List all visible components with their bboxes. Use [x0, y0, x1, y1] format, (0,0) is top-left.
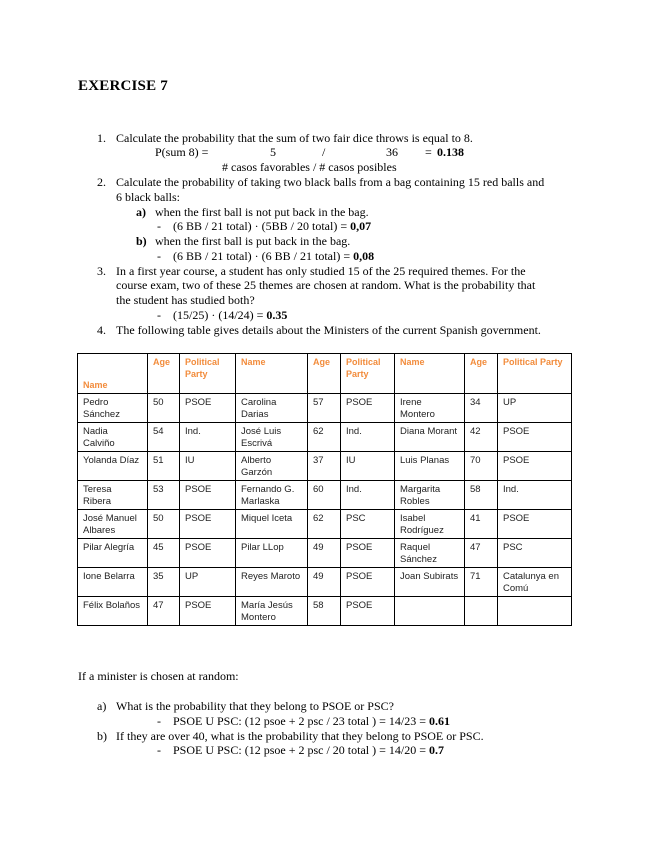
- q3-result: 0.35: [266, 308, 288, 322]
- question-1-text: Calculate the probability that the sum of two fair dice throws is equal to 8.: [116, 131, 473, 145]
- cell-party: Ind.: [341, 423, 395, 452]
- qa-result: 0.61: [428, 714, 450, 728]
- cell-party: IU: [341, 452, 395, 481]
- header-age: Age: [465, 354, 498, 394]
- cell-age: 49: [308, 539, 341, 568]
- cell-age: 42: [465, 423, 498, 452]
- cell-age: 62: [308, 510, 341, 539]
- cell-party: PSOE: [341, 539, 395, 568]
- cell-party: IU: [180, 452, 236, 481]
- table-row: [78, 568, 572, 597]
- question-2-line-1: Calculate the probability of taking two black balls from a bag containing 15 red balls and: [116, 175, 545, 189]
- table-row: [78, 539, 572, 568]
- cell-party: PSOE: [341, 394, 395, 423]
- table-row: [78, 510, 572, 539]
- q1-result: 0.138: [437, 145, 464, 159]
- question-2-number: 2.: [97, 175, 106, 189]
- cell-party: Catalunya en Comú: [498, 568, 572, 597]
- cell-age: 34: [465, 394, 498, 423]
- table-row: [78, 394, 572, 423]
- q2-a-dash: -: [157, 219, 161, 233]
- header-name: Name: [236, 354, 308, 394]
- q1-equals: =: [425, 145, 432, 159]
- cell-age: 58: [308, 597, 341, 626]
- cell-name: Isabel Rodríguez: [395, 510, 465, 539]
- cell-name: Fernando G. Marlaska: [236, 481, 308, 510]
- cell-age: 47: [148, 597, 180, 626]
- exercise-title: EXERCISE 7: [78, 78, 168, 94]
- cell-name: Luis Planas: [395, 452, 465, 481]
- header-party: Political Party: [498, 354, 572, 394]
- question-4-number: 4.: [97, 323, 106, 337]
- q3-calc: (15/25) · (14/24) = 0.35: [173, 308, 288, 322]
- cell-age: 41: [465, 510, 498, 539]
- q2-b-dash: -: [157, 249, 161, 263]
- question-2-line-2: 6 black balls:: [116, 190, 180, 204]
- cell-party: PSOE: [180, 539, 236, 568]
- cell-party: UP: [180, 568, 236, 597]
- question-3-line-3: the student has studied both?: [116, 293, 255, 307]
- q2-b-calc: (6 BB / 21 total) · (6 BB / 21 total) = 0,08: [173, 249, 375, 263]
- q3-dash: -: [157, 308, 161, 322]
- cell-name: [395, 597, 465, 626]
- qb-label: b): [97, 729, 107, 743]
- cell-party: PSOE: [180, 481, 236, 510]
- qb-text: If they are over 40, what is the probability that they belong to PSOE or PSC.: [116, 729, 484, 743]
- cell-name: Miquel Iceta: [236, 510, 308, 539]
- q2-b-text: when the first ball is put back in the bag.: [155, 234, 351, 248]
- cell-name: Joan Subirats: [395, 568, 465, 597]
- cell-party: PSOE: [498, 423, 572, 452]
- cell-name: José Manuel Albares: [78, 510, 148, 539]
- cell-age: 51: [148, 452, 180, 481]
- cell-age: 53: [148, 481, 180, 510]
- qb-result: 0.7: [428, 743, 444, 757]
- cell-name: Raquel Sánchez: [395, 539, 465, 568]
- cell-age: 37: [308, 452, 341, 481]
- cell-name: Teresa Ribera: [78, 481, 148, 510]
- qa-text: What is the probability that they belong to PSOE or PSC?: [116, 699, 394, 713]
- cell-name: Pilar Alegría: [78, 539, 148, 568]
- cell-age: 50: [148, 394, 180, 423]
- qa-label: a): [97, 699, 107, 713]
- cell-party: UP: [498, 394, 572, 423]
- qa-calc: PSOE U PSC: (12 psoe + 2 psc / 23 total ) = 14/23 = 0.61: [173, 714, 450, 728]
- cell-age: 49: [308, 568, 341, 597]
- cell-name: Diana Morant: [395, 423, 465, 452]
- cell-age: 54: [148, 423, 180, 452]
- table-row: [78, 481, 572, 510]
- cell-age: 47: [465, 539, 498, 568]
- question-3-line-2: course exam, two of these 25 themes are chosen at random. What is the probability that: [116, 278, 536, 292]
- header-name: Name: [395, 354, 465, 394]
- cell-name: Félix Bolaños: [78, 597, 148, 626]
- question-3-line-1: In a first year course, a student has only studied 15 of the 25 required themes. For the: [116, 264, 526, 278]
- cell-name: Ione Belarra: [78, 568, 148, 597]
- cell-party: Ind.: [180, 423, 236, 452]
- cell-age: 35: [148, 568, 180, 597]
- cell-name: José Luis Escrivá: [236, 423, 308, 452]
- cell-name: Nadia Calviño: [78, 423, 148, 452]
- after-table-text: If a minister is chosen at random:: [78, 669, 239, 683]
- ministers-table: [77, 353, 572, 626]
- q2-a-label: a): [136, 205, 146, 219]
- cell-name: Alberto Garzón: [236, 452, 308, 481]
- q2-a-text: when the first ball is not put back in the bag.: [155, 205, 369, 219]
- cell-name: Pedro Sánchez: [78, 394, 148, 423]
- cell-party: PSOE: [498, 452, 572, 481]
- cell-name: Yolanda Díaz: [78, 452, 148, 481]
- qb-dash: -: [157, 743, 161, 757]
- cell-party: PSOE: [498, 510, 572, 539]
- cell-name: Reyes Maroto: [236, 568, 308, 597]
- table-body: [78, 394, 572, 626]
- cell-name: Carolina Darias: [236, 394, 308, 423]
- cell-age: 57: [308, 394, 341, 423]
- cell-age: 60: [308, 481, 341, 510]
- cell-party: PSOE: [341, 597, 395, 626]
- q1-slash: /: [322, 145, 326, 159]
- q1-formula-label: P(sum 8) =: [155, 145, 209, 159]
- cell-age: 50: [148, 510, 180, 539]
- cell-party: PSOE: [180, 510, 236, 539]
- cell-age: 71: [465, 568, 498, 597]
- cell-party: PSOE: [180, 394, 236, 423]
- cell-age: 58: [465, 481, 498, 510]
- question-4-text: The following table gives details about the Ministers of the current Spanish government.: [116, 323, 541, 337]
- header-party: Political Party: [180, 354, 236, 394]
- cell-name: Pilar LLop: [236, 539, 308, 568]
- cell-party: PSC: [341, 510, 395, 539]
- header-age: Age: [148, 354, 180, 394]
- cell-age: 70: [465, 452, 498, 481]
- q1-favorable: 5: [270, 145, 276, 159]
- cell-party: PSC: [498, 539, 572, 568]
- table-row: [78, 597, 572, 626]
- header-party: Political Party: [341, 354, 395, 394]
- qb-calc: PSOE U PSC: (12 psoe + 2 psc / 20 total ) = 14/20 = 0.7: [173, 743, 444, 757]
- question-1-number: 1.: [97, 131, 106, 145]
- cell-name: Irene Montero: [395, 394, 465, 423]
- cell-party: PSOE: [180, 597, 236, 626]
- cell-party: Ind.: [341, 481, 395, 510]
- cell-party: Ind.: [498, 481, 572, 510]
- question-3-number: 3.: [97, 264, 106, 278]
- cell-age: 62: [308, 423, 341, 452]
- q2-b-label: b): [136, 234, 147, 248]
- q1-caption: # casos favorables / # casos posibles: [222, 160, 397, 174]
- cell-age: 45: [148, 539, 180, 568]
- q1-possible: 36: [386, 145, 398, 159]
- cell-party: PSOE: [341, 568, 395, 597]
- table-row: [78, 423, 572, 452]
- header-age: Age: [308, 354, 341, 394]
- header-name: Name: [78, 354, 148, 394]
- cell-party: [498, 597, 572, 626]
- cell-name: María Jesús Montero: [236, 597, 308, 626]
- q2-a-result: 0,07: [350, 219, 372, 233]
- table-header-row: [78, 354, 572, 394]
- q2-a-calc: (6 BB / 21 total) · (5BB / 20 total) = 0,07: [173, 219, 372, 233]
- cell-name: Margarita Robles: [395, 481, 465, 510]
- q2-b-result: 0,08: [353, 249, 375, 263]
- table-row: [78, 452, 572, 481]
- qa-dash: -: [157, 714, 161, 728]
- cell-age: [465, 597, 498, 626]
